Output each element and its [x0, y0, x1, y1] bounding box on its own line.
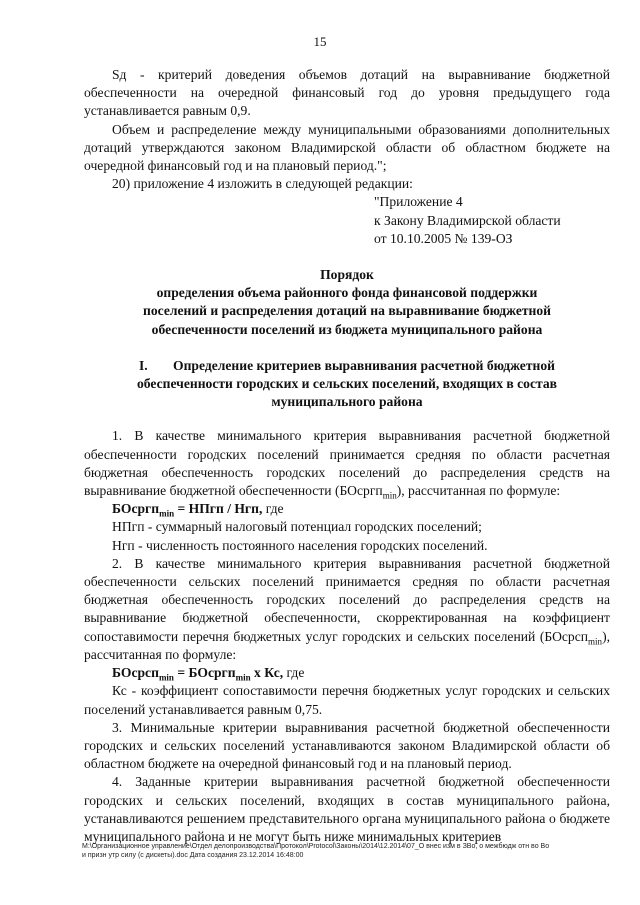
procedure-title [84, 266, 610, 339]
footer-line-1: M:\Организационное управление\Отдел делопроизводства\Протокол\Protocol\Законы\2014\12.2014\07_О внес изм в ЗВо, о межбюдж отн во Во [82, 843, 550, 850]
page-number: 15 [313, 34, 327, 49]
item-1: 1. В качестве минимального критерия выравнивания расчетной бюджетной обеспеченности городских поселений принимается средняя по области расчетная бюджетная обеспеченность городских поселений до распределения средств на выравнивание бюджетной обеспеченности (БОсргп$_{min}$), рассчитанная по формуле: [84, 428, 610, 501]
title-line-3: поселений и распределения дотаций на выравнивание бюджетной [142, 303, 552, 319]
file-path-footer [82, 842, 622, 860]
section-1-line-1: Определение критериев выравнивания расчетной бюджетной [173, 357, 555, 373]
paragraph-item-20: 20) приложение 4 изложить в следующей редакции: [112, 176, 413, 192]
appendix-line-1: "Приложение 4 [374, 194, 463, 210]
section-1-line-3: муниципального района [271, 394, 423, 410]
title-line-1: Порядок [320, 267, 374, 283]
formula-2: БОсрсп$_{min}$ = БОсргп$_{min}$ х Кс, где [112, 665, 305, 683]
paragraph-additional-subsidies: Объем и распределение между муниципальными образованиями дополнительных дотаций утверждаются законом Владимирской области об областном бюджете на очередной финансовый год и на плановый период."; [84, 121, 610, 174]
definition-kc: Кс - коэффициент сопоставимости перечня бюджетных услуг городских и сельских поселений устанавливается равным 0,75. [84, 683, 610, 717]
definition-npgp: НПгп - суммарный налоговый потенциал городских поселений; [112, 519, 482, 535]
title-line-4: обеспеченности поселений из бюджета муниципального района [151, 321, 543, 337]
section-1-heading [84, 357, 610, 412]
formula-1: БОсргп$_{min}$ = НПгп / Нгп, где [112, 501, 284, 519]
footer-line-2: и призн утр силу (с дискеты).doc Дата создания 23.12.2014 16:48:00 [82, 852, 304, 859]
paragraph-sd-criterion: Sд - критерий доведения объемов дотаций на выравнивание бюджетной обеспеченности на очередной финансовый год до уровня предыдущего года устанавливается равным 0,9. [84, 67, 610, 119]
item-4: 4. Заданные критерии выравнивания расчетной бюджетной обеспеченности городских и сельских поселений, входящих в состав муниципального района, устанавливаются решением представительного органа муниципального района о бюджете муниципального района и не могут быть ниже минимальных критериев [84, 774, 610, 844]
definition-ngp: Нгп - численность постоянного населения городских поселений. [112, 537, 488, 553]
appendix-header [374, 193, 610, 248]
appendix-line-2: к Закону Владимирской области [374, 212, 561, 228]
item-2: 2. В качестве минимального критерия выравнивания расчетной бюджетной обеспеченности сельских поселений принимается средняя по области расчетная бюджетная обеспеченность городских поселений до распределения средств на выравнивание бюджетной обеспеченности, скорректированная на коэффициент сопоставимости перечня бюджетных услуг городских и сельских поселений (БОсрсп$_{min}$), рассчитанная по формуле: [84, 555, 610, 662]
section-1-number: I. [139, 357, 148, 373]
section-1-line-2: обеспеченности городских и сельских поселений, входящих в состав [137, 376, 557, 392]
item-3: 3. Минимальные критерии выравнивания расчетной бюджетной обеспеченности городских и сельских поселений устанавливаются законом Владимирской области об областном бюджете на очередной финансовый год и на плановый период. [84, 719, 610, 772]
document-body [84, 66, 610, 846]
title-line-2: определения объема районного фонда финансовой поддержки [156, 285, 538, 301]
appendix-line-3: от 10.10.2005 № 139-ОЗ [374, 230, 513, 246]
